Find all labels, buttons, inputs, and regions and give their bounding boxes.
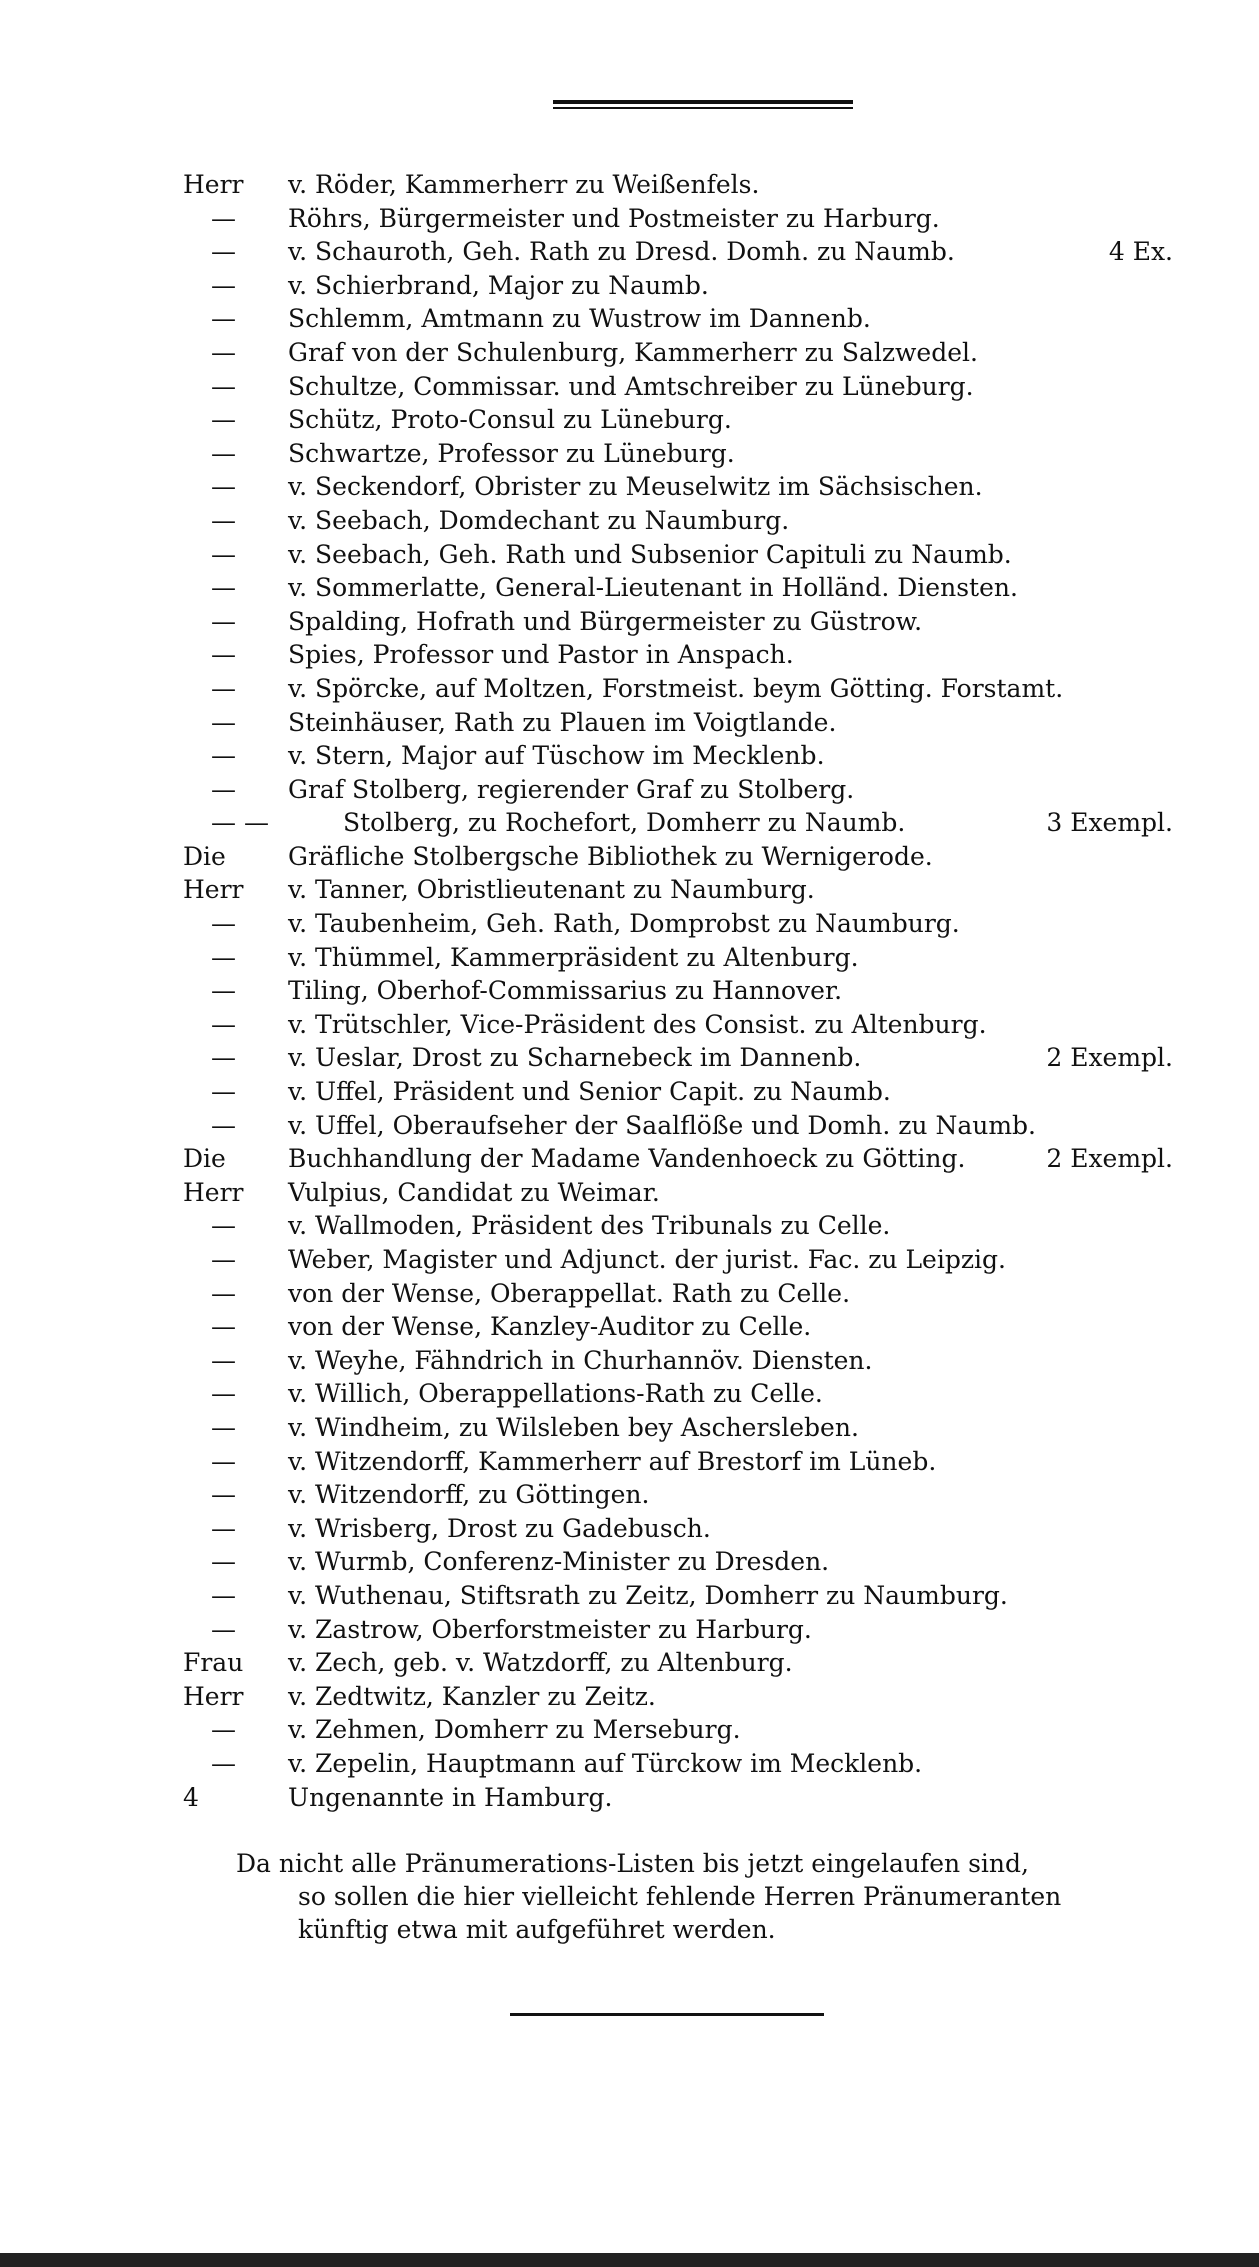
- list-item: [183, 739, 1193, 773]
- list-item: [183, 806, 1193, 840]
- entry-prefix: —: [211, 573, 236, 603]
- rule-line: [553, 107, 853, 109]
- entry-text: v. Wuthenau, Stiftsrath zu Zeitz, Domherr zu Naumburg.: [288, 1580, 1008, 1610]
- list-item: [183, 907, 1193, 941]
- footnote-line: Da nicht alle Pränumerations-Listen bis jetzt eingelaufen sind,: [236, 1849, 1029, 1878]
- entry-text: Gräfliche Stolbergsche Bibliothek zu Wernigerode.: [288, 841, 933, 871]
- list-item: [183, 873, 1193, 907]
- entry-text: von der Wense, Kanzley-Auditor zu Celle.: [288, 1312, 812, 1342]
- list-item: [183, 1075, 1193, 1109]
- subscriber-list: [183, 168, 1193, 1814]
- entry-prefix: —: [211, 1245, 236, 1274]
- entry-text: Ungenannte in Hamburg.: [288, 1782, 613, 1812]
- list-item: [183, 1545, 1193, 1579]
- list-item: [183, 269, 1193, 303]
- entry-text: v. Schierbrand, Major zu Naumb.: [288, 270, 709, 300]
- entry-text: v. Witzendorff, zu Göttingen.: [288, 1480, 650, 1510]
- entry-prefix: —: [211, 1345, 236, 1375]
- entry-prefix: —: [211, 774, 236, 804]
- list-item: [183, 1377, 1193, 1411]
- list-item: [183, 974, 1193, 1008]
- entry-prefix: —: [211, 505, 236, 535]
- list-item: [183, 403, 1193, 437]
- list-item: [183, 1277, 1193, 1311]
- copies-count: 2 Exempl.: [1046, 1144, 1173, 1174]
- entry-text: v. Wrisberg, Drost zu Gadebusch.: [288, 1513, 711, 1543]
- list-item: [183, 1310, 1193, 1344]
- list-item: [183, 840, 1193, 874]
- entry-prefix: —: [211, 976, 236, 1006]
- list-item: [183, 302, 1193, 336]
- entry-prefix: —: [211, 337, 236, 367]
- entry-prefix: Frau: [183, 1648, 244, 1678]
- entry-prefix: Die: [183, 841, 226, 871]
- entry-prefix: —: [211, 371, 236, 401]
- list-item: [183, 571, 1193, 605]
- list-item: [183, 941, 1193, 975]
- list-item: [183, 1512, 1193, 1546]
- list-item: [183, 370, 1193, 404]
- entry-prefix: —: [211, 741, 236, 771]
- entry-text: v. Willich, Oberappellations-Rath zu Celle.: [288, 1379, 823, 1409]
- list-item: [183, 1579, 1193, 1613]
- entry-text: v. Wallmoden, Präsident des Tribunals zu Celle.: [288, 1211, 891, 1241]
- entry-text: v. Seebach, Geh. Rath und Subsenior Capituli zu Naumb.: [288, 539, 1012, 569]
- list-item: [183, 1243, 1193, 1277]
- entry-prefix: —: [211, 673, 236, 703]
- entry-text: Schütz, Proto-Consul zu Lüneburg.: [288, 405, 732, 435]
- list-item: [183, 235, 1193, 269]
- list-item: [183, 1209, 1193, 1243]
- entry-text: v. Wurmb, Conferenz-Minister zu Dresden.: [288, 1547, 830, 1577]
- list-item: [183, 638, 1193, 672]
- entry-prefix: —: [211, 1077, 236, 1107]
- list-item: [183, 470, 1193, 504]
- list-item: [183, 1041, 1193, 1075]
- entry-text: Graf Stolberg, regierender Graf zu Stolberg.: [288, 774, 855, 804]
- list-item: [183, 706, 1193, 740]
- list-item: [183, 1747, 1193, 1781]
- entry-prefix: 4: [183, 1782, 199, 1812]
- list-item: [183, 1176, 1193, 1210]
- entry-prefix: —: [211, 1043, 236, 1073]
- entry-prefix: —: [211, 304, 236, 334]
- list-item: [183, 1411, 1193, 1445]
- entry-prefix: — —: [211, 808, 269, 838]
- entry-text: v. Zehmen, Domherr zu Merseburg.: [288, 1715, 741, 1745]
- entry-text: Spies, Professor und Pastor in Anspach.: [288, 640, 794, 670]
- entry-text: v. Spörcke, auf Moltzen, Forstmeist. beym Götting. Forstamt.: [288, 673, 1064, 703]
- list-item: [183, 202, 1193, 236]
- entry-prefix: —: [211, 1480, 236, 1510]
- entry-prefix: —: [211, 1009, 236, 1039]
- entry-text: v. Zedtwitz, Kanzler zu Zeitz.: [288, 1681, 656, 1711]
- list-item: [183, 1109, 1193, 1143]
- entry-prefix: —: [211, 203, 236, 233]
- entry-prefix: —: [211, 640, 236, 670]
- entry-text: Röhrs, Bürgermeister und Postmeister zu Harburg.: [288, 203, 940, 233]
- entry-prefix: —: [211, 1513, 236, 1543]
- entry-text: v. Windheim, zu Wilsleben bey Aschersleben.: [288, 1412, 859, 1442]
- entry-text: v. Uffel, Präsident und Senior Capit. zu Naumb.: [288, 1077, 891, 1107]
- entry-text: v. Weyhe, Fähndrich in Churhannöv. Diensten.: [288, 1345, 873, 1375]
- footnote-line: künftig etwa mit aufgeführet werden.: [298, 1915, 776, 1944]
- list-item: [183, 605, 1193, 639]
- entry-prefix: —: [211, 606, 236, 636]
- entry-text: v. Uffel, Oberaufseher der Saalflöße und Domh. zu Naumb.: [288, 1110, 1036, 1140]
- entry-text: v. Röder, Kammerherr zu Weißenfels.: [288, 170, 760, 199]
- entry-text: v. Seebach, Domdechant zu Naumburg.: [288, 505, 790, 535]
- list-item: [183, 1445, 1193, 1479]
- copies-count: 4 Ex.: [1108, 237, 1173, 267]
- list-item: [183, 1008, 1193, 1042]
- entry-text: Stolberg, zu Rochefort, Domherr zu Naumb.: [343, 808, 906, 838]
- entry-prefix: —: [211, 438, 236, 468]
- entry-text: Weber, Magister und Adjunct. der jurist. Fac. zu Leipzig.: [288, 1245, 1006, 1274]
- entry-text: v. Zech, geb. v. Watzdorff, zu Altenburg.: [288, 1648, 793, 1678]
- entry-prefix: —: [211, 1580, 236, 1610]
- entry-text: Graf von der Schulenburg, Kammerherr zu Salzwedel.: [288, 337, 978, 367]
- entry-text: v. Sommerlatte, General-Lieutenant in Holländ. Diensten.: [288, 573, 1018, 603]
- list-item: [183, 1344, 1193, 1378]
- entry-text: v. Tanner, Obristlieutenant zu Naumburg.: [288, 875, 815, 905]
- entry-text: Buchhandlung der Madame Vandenhoeck zu Götting.: [288, 1144, 966, 1174]
- entry-prefix: —: [211, 707, 236, 737]
- entry-text: Schultze, Commissar. und Amtschreiber zu Lüneburg.: [288, 371, 974, 401]
- entry-text: v. Taubenheim, Geh. Rath, Domprobst zu Naumburg.: [288, 909, 960, 939]
- footnote: [236, 1847, 1176, 1946]
- list-item: [183, 1680, 1193, 1714]
- entry-prefix: —: [211, 1211, 236, 1241]
- list-item: [183, 672, 1193, 706]
- entry-text: Vulpius, Candidat zu Weimar.: [288, 1177, 660, 1207]
- entry-text: Schlemm, Amtmann zu Wustrow im Dannenb.: [288, 304, 871, 334]
- list-item: [183, 1142, 1193, 1176]
- entry-text: v. Ueslar, Drost zu Scharnebeck im Dannenb.: [288, 1043, 862, 1073]
- entry-prefix: Herr: [183, 1177, 244, 1207]
- entry-prefix: —: [211, 942, 236, 972]
- footnote-line: so sollen die hier vielleicht fehlende Herren Pränumeranten: [298, 1882, 1062, 1911]
- list-item: [183, 168, 1193, 202]
- entry-prefix: —: [211, 539, 236, 569]
- entry-text: Tiling, Oberhof-Commissarius zu Hannover.: [288, 976, 843, 1006]
- entry-text: v. Trütschler, Vice-Präsident des Consist. zu Altenburg.: [288, 1009, 987, 1039]
- entry-prefix: —: [211, 270, 236, 300]
- entry-prefix: Herr: [183, 170, 244, 199]
- rule-line: [553, 100, 853, 104]
- list-item: [183, 336, 1193, 370]
- copies-count: 2 Exempl.: [1046, 1043, 1173, 1073]
- entry-prefix: —: [211, 472, 236, 502]
- entry-prefix: Die: [183, 1144, 226, 1174]
- entry-text: Spalding, Hofrath und Bürgermeister zu Güstrow.: [288, 606, 923, 636]
- entry-text: v. Zepelin, Hauptmann auf Türckow im Mecklenb.: [288, 1748, 923, 1778]
- entry-prefix: —: [211, 405, 236, 435]
- entry-prefix: —: [211, 909, 236, 939]
- entry-prefix: —: [211, 237, 236, 267]
- entry-text: v. Zastrow, Oberforstmeister zu Harburg.: [288, 1614, 812, 1644]
- list-item: [183, 1646, 1193, 1680]
- entry-prefix: Herr: [183, 1681, 244, 1711]
- entry-prefix: —: [211, 1379, 236, 1409]
- list-item: [183, 1713, 1193, 1747]
- entry-text: v. Thümmel, Kammerpräsident zu Altenburg.: [288, 942, 859, 972]
- list-item: [183, 504, 1193, 538]
- entry-prefix: —: [211, 1446, 236, 1476]
- entry-prefix: Herr: [183, 875, 244, 905]
- entry-prefix: —: [211, 1110, 236, 1140]
- copies-count: 3 Exempl.: [1046, 808, 1173, 838]
- entry-text: v. Seckendorf, Obrister zu Meuselwitz im Sächsischen.: [288, 472, 983, 502]
- entry-text: von der Wense, Oberappellat. Rath zu Celle.: [288, 1278, 851, 1308]
- top-double-rule: [553, 100, 853, 112]
- entry-prefix: —: [211, 1547, 236, 1577]
- entry-prefix: —: [211, 1312, 236, 1342]
- entry-prefix: —: [211, 1715, 236, 1745]
- page-edge: [0, 2253, 1259, 2267]
- list-item: [183, 1613, 1193, 1647]
- entry-prefix: —: [211, 1412, 236, 1442]
- entry-text: Schwartze, Professor zu Lüneburg.: [288, 438, 735, 468]
- list-item: [183, 538, 1193, 572]
- entry-prefix: —: [211, 1278, 236, 1308]
- list-item: [183, 437, 1193, 471]
- list-item: [183, 1478, 1193, 1512]
- list-item: [183, 773, 1193, 807]
- entry-prefix: —: [211, 1748, 236, 1778]
- list-item: [183, 1781, 1193, 1815]
- entry-text: v. Stern, Major auf Tüschow im Mecklenb.: [288, 741, 825, 771]
- entry-text: v. Schauroth, Geh. Rath zu Dresd. Domh. zu Naumb.: [288, 237, 955, 267]
- entry-prefix: —: [211, 1614, 236, 1644]
- entry-text: Steinhäuser, Rath zu Plauen im Voigtlande.: [288, 707, 837, 737]
- entry-text: v. Witzendorff, Kammerherr auf Brestorf im Lüneb.: [288, 1446, 937, 1476]
- bottom-rule: [510, 2013, 824, 2016]
